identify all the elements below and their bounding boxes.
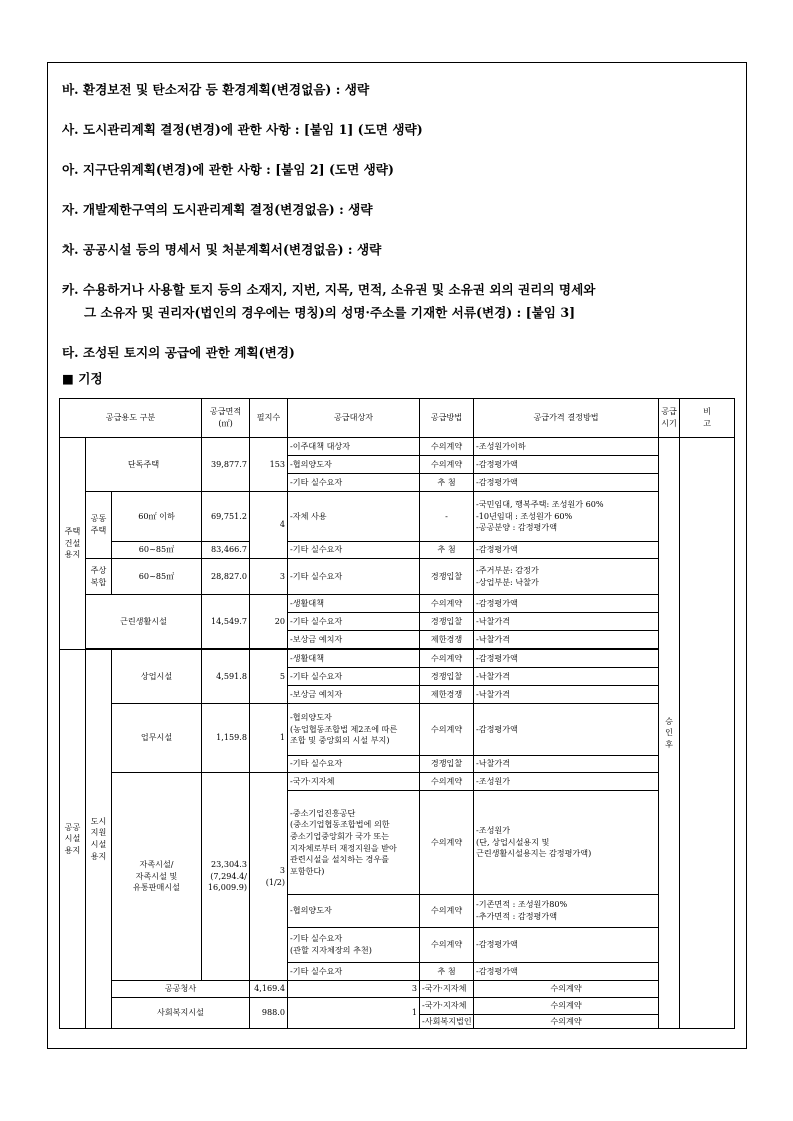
row-target: -기타 실수요자: [288, 756, 420, 773]
item-ja: 자. 개발제한구역의 도시관리계획 결정(변경없음) : 생략: [62, 202, 373, 217]
row-target: -보상금 예치자: [288, 631, 420, 649]
note-cell: [680, 438, 735, 1029]
row-lots: 1: [250, 704, 288, 773]
row-method: 수의계약: [420, 928, 474, 963]
row-target: -기타 실수요자: [288, 613, 420, 631]
row-target: -협의양도자: [288, 895, 420, 928]
row-area: 1,159.8: [202, 704, 250, 773]
row-method: 수의계약: [420, 791, 474, 895]
table-row: [60, 998, 735, 1015]
row-target: -자체 사용: [288, 492, 420, 542]
row-target: -이주대책 대상자: [288, 438, 420, 456]
row-name: 공공청사: [112, 981, 250, 998]
group-mixed: 주상 복합: [86, 559, 112, 595]
row-price: -기존면적 : 조성원가80% -추가면적 : 감정평가액: [474, 895, 659, 928]
row-target: -생활대책: [288, 595, 420, 613]
row-price: -조성원가 (단, 상업시설용지 및 근린생활시설용지는 감정평가액): [474, 791, 659, 895]
row-name: 단독주택: [86, 438, 202, 492]
row-name: 업무시설: [112, 704, 202, 773]
row-lots: 1: [288, 998, 420, 1029]
row-target: -협의양도자: [288, 456, 420, 474]
item-sa: 사. 도시관리계획 결정(변경)에 관한 사항 : [붙임 1] (도면 생략): [62, 122, 423, 137]
row-lots: 20: [250, 595, 288, 649]
row-method: 추 첨: [420, 542, 474, 559]
row-target: -사회복지법인: [420, 1015, 474, 1029]
row-method: 경쟁입찰: [420, 756, 474, 773]
item-ka-line2: 그 소유자 및 권리자(법인의 경우에는 명칭)의 성명·주소를 기재한 서류(변경) : [붙임 3]: [84, 305, 576, 320]
row-area: 14,549.7: [202, 595, 250, 649]
row-price: -낙찰가격: [474, 631, 659, 649]
table-row: [60, 981, 735, 998]
row-method: 수의계약: [474, 1015, 659, 1029]
row-method: 수의계약: [474, 981, 659, 998]
item-a: 아. 지구단위계획(변경)에 관한 사항 : [붙임 2] (도면 생략): [62, 162, 394, 177]
header-row: [60, 399, 735, 438]
header-method: 공급방법: [420, 399, 474, 438]
row-target: -생활대책: [288, 650, 420, 668]
row-method: 수의계약: [420, 895, 474, 928]
item-ba: 바. 환경보전 및 탄소저감 등 환경계획(변경없음) : 생략: [62, 82, 370, 97]
row-name: 60㎡ 이하: [112, 492, 202, 542]
row-area: 69,751.2: [202, 492, 250, 542]
row-name: 사회복지시설: [112, 998, 250, 1029]
table-row: [60, 650, 735, 668]
row-price: -감정평가액: [474, 474, 659, 492]
row-name: 상업시설: [112, 650, 202, 704]
table-row: [60, 773, 735, 791]
row-target: -보상금 예치자: [288, 686, 420, 704]
row-area: 4,591.8: [202, 650, 250, 704]
row-lots: 153: [250, 438, 288, 492]
row-method: 수의계약: [474, 998, 659, 1015]
row-method: 제한경쟁: [420, 686, 474, 704]
item-cha: 차. 공공시설 등의 명세서 및 처분계획서(변경없음) : 생략: [62, 242, 382, 257]
row-lots: 3: [288, 981, 420, 998]
item-ta: 타. 조성된 토지의 공급에 관한 계획(변경): [62, 345, 295, 360]
row-target: -기타 실수요자: [288, 542, 420, 559]
row-method: 수의계약: [420, 773, 474, 791]
row-target: -중소기업진흥공단 (중소기업협동조합법에 의한 중소기업중앙회가 국가 또는 지자체로부터 재정지원을 받아 관련시설을 설치하는 경우를 포함한다): [288, 791, 420, 895]
row-area: 83,466.7: [202, 542, 250, 559]
row-price: -조성원가: [474, 773, 659, 791]
group-public: 공공 시설 용지: [60, 650, 86, 1029]
row-price: -낙찰가격: [474, 686, 659, 704]
header-target: 공급대상자: [288, 399, 420, 438]
row-method: 수의계약: [420, 650, 474, 668]
document-frame: [47, 62, 747, 1049]
row-area: 23,304.3 (7,294.4/ 16,009.9): [202, 773, 250, 981]
row-lots: 5: [250, 650, 288, 704]
header-use: 공급용도 구분: [60, 399, 202, 438]
row-target: -기타 실수요자 (관할 지자체장의 추천): [288, 928, 420, 963]
table-row: [60, 595, 735, 613]
row-price: -감정평가액: [474, 650, 659, 668]
row-price: -감정평가액: [474, 595, 659, 613]
row-method: 수의계약: [420, 456, 474, 474]
header-lots: 필지수: [250, 399, 288, 438]
row-method: 경쟁입찰: [420, 559, 474, 595]
row-method: 경쟁입찰: [420, 668, 474, 686]
table-row: [60, 704, 735, 756]
row-area: 988.0: [250, 998, 288, 1029]
table-row: [60, 559, 735, 595]
group-urban: 도시 지원 시설 용지: [86, 650, 112, 1029]
header-price: 공급가격 결정방법: [474, 399, 659, 438]
row-target: -기타 실수요자: [288, 668, 420, 686]
row-price: -감정평가액: [474, 928, 659, 963]
table-row: [60, 492, 735, 542]
row-area: 28,827.0: [202, 559, 250, 595]
row-target: -기타 실수요자: [288, 474, 420, 492]
section-existing-label: ■ 기정: [62, 371, 103, 386]
row-price: -감정평가액: [474, 704, 659, 756]
row-price: -낙찰가격: [474, 756, 659, 773]
header-area: 공급면적 (㎡): [202, 399, 250, 438]
row-target: -기타 실수요자: [288, 963, 420, 981]
row-lots: 3 (1/2): [250, 773, 288, 981]
row-price: -국민임대, 행복주택: 조성원가 60% -10년임대 : 조성원가 60% -공공분양 : 감정평가액: [474, 492, 659, 542]
row-target: -국가·지자체: [420, 981, 474, 998]
row-area: 4,169.4: [250, 981, 288, 998]
supply-time: 승 인 후: [659, 438, 680, 1029]
row-target: -국가·지자체: [420, 998, 474, 1015]
row-name: 60~85㎡: [112, 542, 202, 559]
row-name: 60~85㎡: [112, 559, 202, 595]
table-row: [60, 438, 735, 456]
row-name: 자족시설/ 자족시설 및 유통판매시설: [112, 773, 202, 981]
row-target: -국가·지자체: [288, 773, 420, 791]
table-row: [60, 542, 735, 559]
row-target: -협의양도자 (농업협동조합법 제2조에 따른 조합 및 중앙회의 시설 부지): [288, 704, 420, 756]
row-price: -낙찰가격: [474, 668, 659, 686]
row-method: 수의계약: [420, 438, 474, 456]
row-price: -주거부분: 감정가 -상업부분: 낙찰가: [474, 559, 659, 595]
row-area: 39,877.7: [202, 438, 250, 492]
row-price: -감정평가액: [474, 456, 659, 474]
land-supply-table: [59, 398, 735, 1029]
header-note: 비 고: [680, 399, 735, 438]
row-target: -기타 실수요자: [288, 559, 420, 595]
header-time: 공급 시기: [659, 399, 680, 438]
row-price: -낙찰가격: [474, 613, 659, 631]
group-apartment: 공동 주택: [86, 492, 112, 559]
row-method: 수의계약: [420, 704, 474, 756]
group-housing: 주택 건설 용지: [60, 438, 86, 650]
row-price: -감정평가액: [474, 542, 659, 559]
row-method: 경쟁입찰: [420, 613, 474, 631]
row-price: -감정평가액: [474, 963, 659, 981]
row-method: 추 첨: [420, 474, 474, 492]
row-lots: 3: [250, 559, 288, 595]
item-ka-line1: 카. 수용하거나 사용할 토지 등의 소재지, 지번, 지목, 면적, 소유권 및 소유권 외의 권리의 명세와: [62, 282, 596, 297]
row-method: 수의계약: [420, 595, 474, 613]
row-method: -: [420, 492, 474, 542]
row-name: 근린생활시설: [86, 595, 202, 649]
row-lots: 4: [250, 492, 288, 559]
row-method: 추 첨: [420, 963, 474, 981]
row-method: 제한경쟁: [420, 631, 474, 649]
row-price: -조성원가이하: [474, 438, 659, 456]
